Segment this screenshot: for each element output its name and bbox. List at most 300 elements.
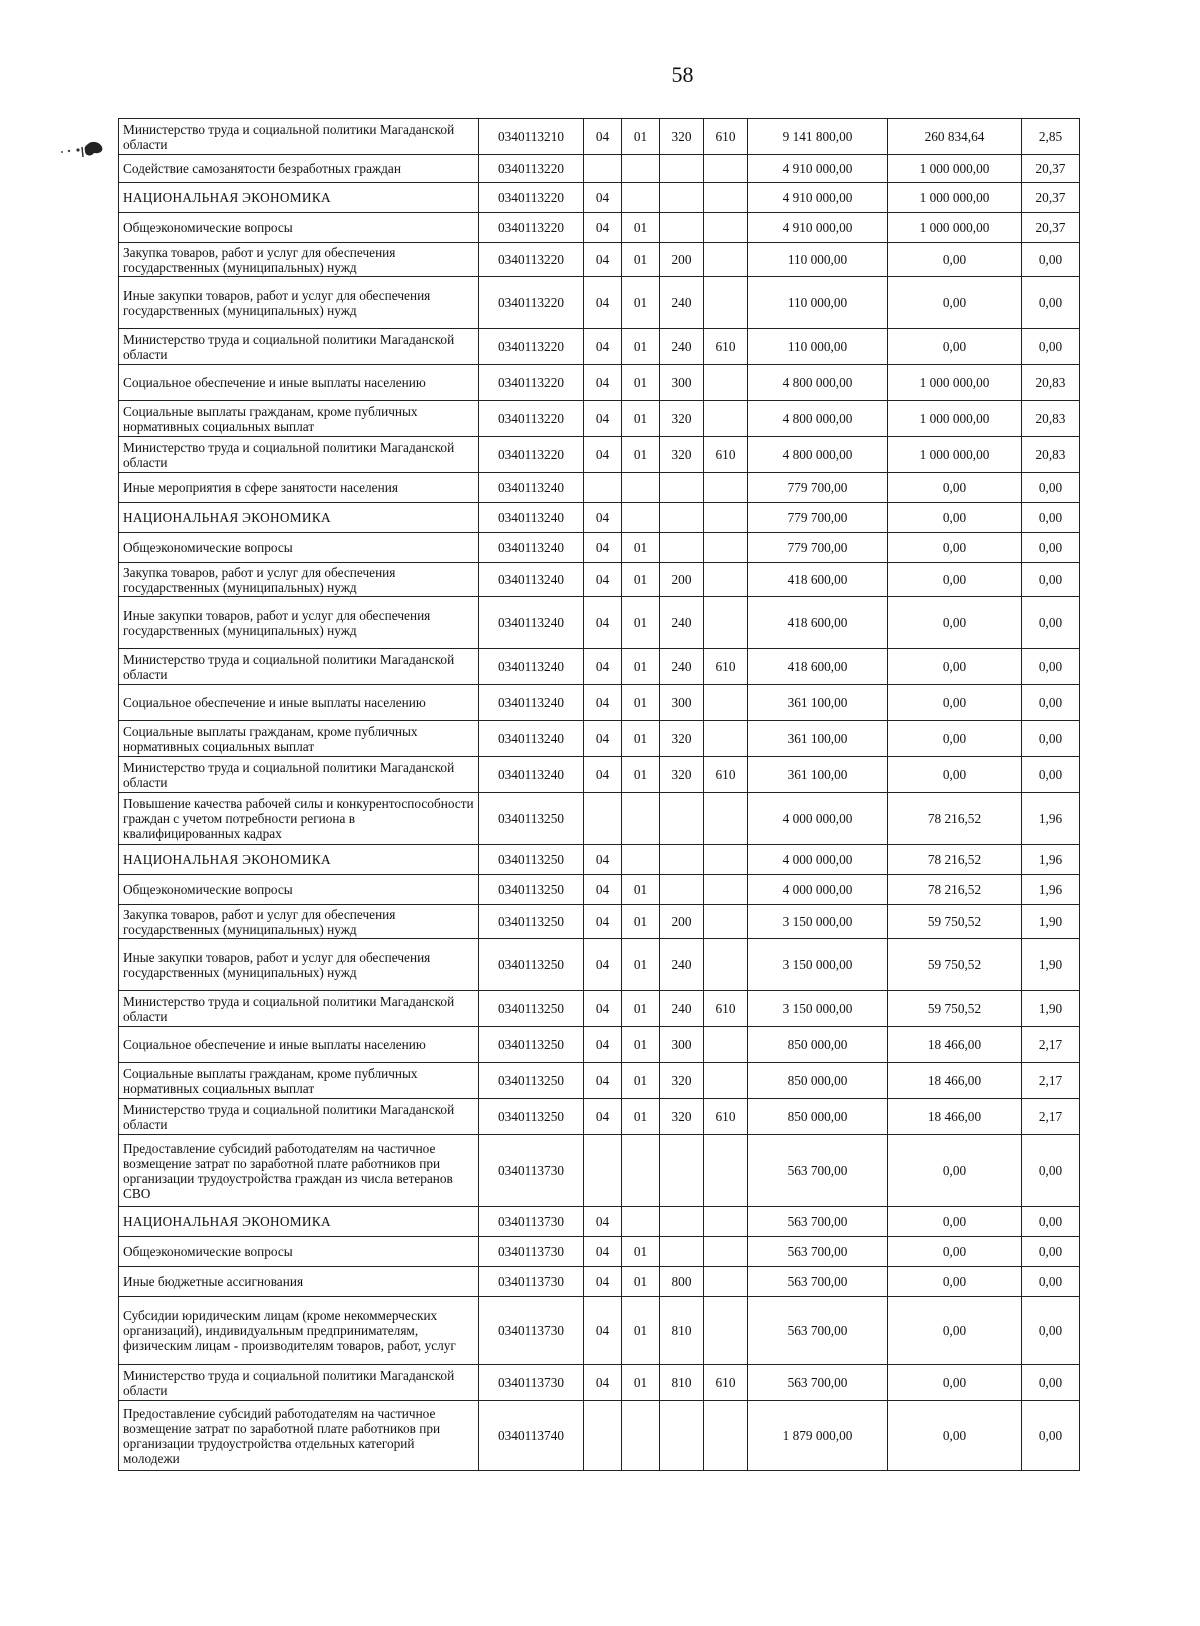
cell-expense-type [660, 793, 704, 845]
cell-section: 04 [584, 1027, 622, 1063]
cell-target-article: 0340113220 [479, 183, 584, 213]
cell-percent: 20,37 [1022, 183, 1080, 213]
table-row [119, 155, 1080, 183]
cell-name: Общеэкономические вопросы [119, 875, 479, 905]
cell-planned-amount: 4 000 000,00 [748, 875, 888, 905]
cell-planned-amount: 779 700,00 [748, 503, 888, 533]
cell-percent: 0,00 [1022, 563, 1080, 597]
table-row [119, 939, 1080, 991]
cell-planned-amount: 110 000,00 [748, 277, 888, 329]
cell-planned-amount: 4 000 000,00 [748, 845, 888, 875]
cell-subsection [622, 503, 660, 533]
cell-target-article: 0340113240 [479, 757, 584, 793]
cell-administrator [704, 793, 748, 845]
cell-subsection: 01 [622, 243, 660, 277]
cell-expense-type [660, 503, 704, 533]
cell-planned-amount: 418 600,00 [748, 597, 888, 649]
cell-section [584, 1401, 622, 1471]
cell-target-article: 0340113240 [479, 597, 584, 649]
cell-planned-amount: 779 700,00 [748, 533, 888, 563]
table-row [119, 685, 1080, 721]
cell-expense-type [660, 183, 704, 213]
cell-name: Министерство труда и социальной политики Магаданской области [119, 757, 479, 793]
cell-target-article: 0340113730 [479, 1237, 584, 1267]
cell-name: Министерство труда и социальной политики Магаданской области [119, 649, 479, 685]
table-row [119, 1237, 1080, 1267]
cell-expense-type: 200 [660, 563, 704, 597]
cell-executed-amount: 0,00 [888, 473, 1022, 503]
cell-subsection: 01 [622, 1099, 660, 1135]
cell-section: 04 [584, 1297, 622, 1365]
cell-planned-amount: 563 700,00 [748, 1207, 888, 1237]
cell-name: Субсидии юридическим лицам (кроме некоммерческих организаций), индивидуальным предпринимателям, физическим лицам - производителям товаров, работ, услуг [119, 1297, 479, 1365]
cell-subsection: 01 [622, 1027, 660, 1063]
cell-planned-amount: 110 000,00 [748, 243, 888, 277]
budget-table [118, 118, 1080, 1471]
cell-percent: 0,00 [1022, 503, 1080, 533]
cell-expense-type: 320 [660, 401, 704, 437]
cell-name: Социальные выплаты гражданам, кроме публичных нормативных социальных выплат [119, 1063, 479, 1099]
cell-administrator [704, 183, 748, 213]
cell-executed-amount: 18 466,00 [888, 1099, 1022, 1135]
cell-administrator [704, 939, 748, 991]
cell-name: Закупка товаров, работ и услуг для обеспечения государственных (муниципальных) нужд [119, 905, 479, 939]
cell-planned-amount: 3 150 000,00 [748, 939, 888, 991]
cell-section [584, 155, 622, 183]
cell-planned-amount: 4 000 000,00 [748, 793, 888, 845]
cell-executed-amount: 0,00 [888, 1365, 1022, 1401]
cell-name: Повышение качества рабочей силы и конкурентоспособности граждан с учетом потребности региона в квалифицированных кадрах [119, 793, 479, 845]
cell-section: 04 [584, 437, 622, 473]
cell-target-article: 0340113250 [479, 1099, 584, 1135]
cell-expense-type [660, 213, 704, 243]
cell-percent: 2,85 [1022, 119, 1080, 155]
cell-subsection: 01 [622, 119, 660, 155]
cell-subsection: 01 [622, 1297, 660, 1365]
cell-executed-amount: 78 216,52 [888, 845, 1022, 875]
cell-planned-amount: 850 000,00 [748, 1099, 888, 1135]
cell-executed-amount: 0,00 [888, 243, 1022, 277]
cell-executed-amount: 59 750,52 [888, 905, 1022, 939]
table-row [119, 905, 1080, 939]
cell-target-article: 0340113240 [479, 649, 584, 685]
cell-section: 04 [584, 563, 622, 597]
table-row [119, 845, 1080, 875]
cell-planned-amount: 3 150 000,00 [748, 905, 888, 939]
table-row [119, 437, 1080, 473]
cell-subsection: 01 [622, 533, 660, 563]
cell-expense-type: 320 [660, 757, 704, 793]
cell-administrator [704, 503, 748, 533]
cell-name: Закупка товаров, работ и услуг для обеспечения государственных (муниципальных) нужд [119, 563, 479, 597]
cell-section: 04 [584, 875, 622, 905]
cell-administrator: 610 [704, 1099, 748, 1135]
cell-expense-type: 320 [660, 437, 704, 473]
cell-target-article: 0340113730 [479, 1207, 584, 1237]
cell-section: 04 [584, 991, 622, 1027]
cell-percent: 0,00 [1022, 649, 1080, 685]
cell-planned-amount: 4 800 000,00 [748, 365, 888, 401]
cell-administrator [704, 473, 748, 503]
cell-expense-type: 240 [660, 597, 704, 649]
cell-target-article: 0340113250 [479, 845, 584, 875]
cell-section [584, 1135, 622, 1207]
cell-percent: 0,00 [1022, 329, 1080, 365]
cell-name: НАЦИОНАЛЬНАЯ ЭКОНОМИКА [119, 503, 479, 533]
cell-expense-type [660, 1135, 704, 1207]
cell-section: 04 [584, 649, 622, 685]
cell-administrator [704, 721, 748, 757]
cell-expense-type: 240 [660, 991, 704, 1027]
cell-executed-amount: 0,00 [888, 685, 1022, 721]
cell-section: 04 [584, 685, 622, 721]
table-row [119, 1207, 1080, 1237]
cell-section: 04 [584, 905, 622, 939]
cell-planned-amount: 563 700,00 [748, 1267, 888, 1297]
cell-name: НАЦИОНАЛЬНАЯ ЭКОНОМИКА [119, 845, 479, 875]
cell-percent: 0,00 [1022, 243, 1080, 277]
cell-planned-amount: 850 000,00 [748, 1027, 888, 1063]
cell-executed-amount: 0,00 [888, 649, 1022, 685]
cell-target-article: 0340113220 [479, 329, 584, 365]
table-row [119, 597, 1080, 649]
table-row [119, 119, 1080, 155]
cell-administrator [704, 597, 748, 649]
cell-subsection: 01 [622, 649, 660, 685]
cell-name: Министерство труда и социальной политики Магаданской области [119, 1365, 479, 1401]
table-row [119, 243, 1080, 277]
cell-name: Министерство труда и социальной политики Магаданской области [119, 329, 479, 365]
cell-expense-type [660, 875, 704, 905]
cell-administrator: 610 [704, 119, 748, 155]
cell-administrator [704, 401, 748, 437]
cell-executed-amount: 59 750,52 [888, 991, 1022, 1027]
cell-percent: 0,00 [1022, 1207, 1080, 1237]
cell-planned-amount: 4 910 000,00 [748, 155, 888, 183]
cell-name: Иные мероприятия в сфере занятости населения [119, 473, 479, 503]
table-row [119, 1267, 1080, 1297]
cell-percent: 0,00 [1022, 685, 1080, 721]
cell-subsection [622, 793, 660, 845]
cell-executed-amount: 18 466,00 [888, 1027, 1022, 1063]
cell-target-article: 0340113250 [479, 905, 584, 939]
cell-administrator [704, 875, 748, 905]
cell-name: Общеэкономические вопросы [119, 213, 479, 243]
cell-percent: 0,00 [1022, 1135, 1080, 1207]
cell-section: 04 [584, 243, 622, 277]
cell-target-article: 0340113730 [479, 1135, 584, 1207]
cell-percent: 0,00 [1022, 721, 1080, 757]
cell-expense-type: 320 [660, 1063, 704, 1099]
cell-executed-amount: 0,00 [888, 1401, 1022, 1471]
cell-expense-type: 240 [660, 939, 704, 991]
cell-subsection: 01 [622, 401, 660, 437]
cell-section: 04 [584, 1267, 622, 1297]
cell-administrator [704, 1027, 748, 1063]
cell-section: 04 [584, 1237, 622, 1267]
cell-expense-type: 200 [660, 243, 704, 277]
cell-percent: 0,00 [1022, 597, 1080, 649]
cell-name: Предоставление субсидий работодателям на частичное возмещение затрат по заработной плате работников при организации трудоустройства отдельных категорий молодежи [119, 1401, 479, 1471]
cell-percent: 0,00 [1022, 1365, 1080, 1401]
cell-subsection: 01 [622, 991, 660, 1027]
cell-percent: 1,90 [1022, 991, 1080, 1027]
cell-executed-amount: 0,00 [888, 1207, 1022, 1237]
cell-expense-type [660, 1237, 704, 1267]
cell-expense-type: 320 [660, 721, 704, 757]
table-row [119, 1063, 1080, 1099]
cell-percent: 2,17 [1022, 1099, 1080, 1135]
cell-name: Содействие самозанятости безработных граждан [119, 155, 479, 183]
cell-expense-type: 300 [660, 685, 704, 721]
table-row [119, 401, 1080, 437]
table-row [119, 1297, 1080, 1365]
cell-expense-type: 800 [660, 1267, 704, 1297]
cell-expense-type [660, 155, 704, 183]
cell-percent: 0,00 [1022, 1297, 1080, 1365]
cell-planned-amount: 779 700,00 [748, 473, 888, 503]
cell-target-article: 0340113730 [479, 1297, 584, 1365]
cell-executed-amount: 18 466,00 [888, 1063, 1022, 1099]
cell-percent: 20,83 [1022, 365, 1080, 401]
table-row [119, 793, 1080, 845]
cell-target-article: 0340113250 [479, 939, 584, 991]
table-row [119, 533, 1080, 563]
cell-target-article: 0340113240 [479, 563, 584, 597]
table-row [119, 183, 1080, 213]
cell-executed-amount: 0,00 [888, 721, 1022, 757]
cell-target-article: 0340113730 [479, 1365, 584, 1401]
cell-name: Общеэкономические вопросы [119, 1237, 479, 1267]
cell-target-article: 0340113740 [479, 1401, 584, 1471]
cell-percent: 20,37 [1022, 155, 1080, 183]
cell-executed-amount: 0,00 [888, 1135, 1022, 1207]
cell-section: 04 [584, 365, 622, 401]
cell-subsection: 01 [622, 329, 660, 365]
cell-name: Министерство труда и социальной политики Магаданской области [119, 119, 479, 155]
cell-executed-amount: 1 000 000,00 [888, 213, 1022, 243]
cell-subsection: 01 [622, 365, 660, 401]
cell-subsection: 01 [622, 875, 660, 905]
cell-section [584, 793, 622, 845]
cell-administrator [704, 243, 748, 277]
table-row [119, 213, 1080, 243]
cell-executed-amount: 1 000 000,00 [888, 155, 1022, 183]
cell-percent: 1,96 [1022, 875, 1080, 905]
cell-target-article: 0340113250 [479, 1027, 584, 1063]
cell-administrator [704, 155, 748, 183]
cell-executed-amount: 59 750,52 [888, 939, 1022, 991]
cell-administrator [704, 213, 748, 243]
cell-subsection: 01 [622, 757, 660, 793]
cell-planned-amount: 3 150 000,00 [748, 991, 888, 1027]
cell-subsection [622, 473, 660, 503]
cell-administrator [704, 277, 748, 329]
cell-target-article: 0340113250 [479, 991, 584, 1027]
cell-percent: 1,90 [1022, 905, 1080, 939]
table-row [119, 991, 1080, 1027]
cell-section: 04 [584, 329, 622, 365]
cell-section: 04 [584, 1207, 622, 1237]
cell-subsection: 01 [622, 277, 660, 329]
cell-subsection: 01 [622, 1063, 660, 1099]
cell-subsection [622, 1135, 660, 1207]
cell-planned-amount: 4 910 000,00 [748, 213, 888, 243]
cell-subsection: 01 [622, 905, 660, 939]
ink-blot-mark [58, 138, 108, 168]
cell-subsection: 01 [622, 563, 660, 597]
cell-percent: 20,83 [1022, 401, 1080, 437]
cell-executed-amount: 0,00 [888, 277, 1022, 329]
cell-subsection [622, 183, 660, 213]
cell-percent: 20,83 [1022, 437, 1080, 473]
table-row [119, 1099, 1080, 1135]
table-row [119, 757, 1080, 793]
cell-executed-amount: 0,00 [888, 329, 1022, 365]
cell-percent: 2,17 [1022, 1027, 1080, 1063]
cell-name: Социальное обеспечение и иные выплаты населению [119, 685, 479, 721]
cell-administrator: 610 [704, 757, 748, 793]
cell-section: 04 [584, 277, 622, 329]
cell-subsection: 01 [622, 1267, 660, 1297]
cell-target-article: 0340113240 [479, 503, 584, 533]
cell-subsection: 01 [622, 597, 660, 649]
cell-subsection [622, 1401, 660, 1471]
cell-planned-amount: 361 100,00 [748, 721, 888, 757]
cell-section: 04 [584, 845, 622, 875]
cell-administrator: 610 [704, 329, 748, 365]
cell-section: 04 [584, 939, 622, 991]
cell-section: 04 [584, 119, 622, 155]
cell-target-article: 0340113220 [479, 277, 584, 329]
cell-administrator [704, 845, 748, 875]
cell-percent: 0,00 [1022, 473, 1080, 503]
cell-planned-amount: 1 879 000,00 [748, 1401, 888, 1471]
cell-planned-amount: 361 100,00 [748, 757, 888, 793]
cell-subsection: 01 [622, 685, 660, 721]
cell-subsection: 01 [622, 437, 660, 473]
cell-name: Социальные выплаты гражданам, кроме публичных нормативных социальных выплат [119, 721, 479, 757]
cell-subsection: 01 [622, 1237, 660, 1267]
cell-section: 04 [584, 597, 622, 649]
cell-administrator [704, 533, 748, 563]
cell-name: Социальные выплаты гражданам, кроме публичных нормативных социальных выплат [119, 401, 479, 437]
cell-expense-type: 200 [660, 905, 704, 939]
cell-planned-amount: 9 141 800,00 [748, 119, 888, 155]
cell-subsection [622, 155, 660, 183]
cell-section: 04 [584, 1099, 622, 1135]
table-row [119, 1027, 1080, 1063]
cell-executed-amount: 0,00 [888, 1237, 1022, 1267]
cell-section: 04 [584, 183, 622, 213]
cell-expense-type: 300 [660, 365, 704, 401]
cell-target-article: 0340113220 [479, 437, 584, 473]
cell-expense-type: 240 [660, 277, 704, 329]
cell-executed-amount: 1 000 000,00 [888, 183, 1022, 213]
cell-name: Социальное обеспечение и иные выплаты населению [119, 365, 479, 401]
cell-target-article: 0340113220 [479, 213, 584, 243]
cell-executed-amount: 0,00 [888, 1267, 1022, 1297]
cell-executed-amount: 78 216,52 [888, 793, 1022, 845]
cell-percent: 1,96 [1022, 845, 1080, 875]
table-row [119, 721, 1080, 757]
table-row [119, 365, 1080, 401]
cell-expense-type [660, 1207, 704, 1237]
cell-administrator [704, 1237, 748, 1267]
cell-administrator: 610 [704, 649, 748, 685]
cell-name: Иные закупки товаров, работ и услуг для обеспечения государственных (муниципальных) нужд [119, 277, 479, 329]
cell-subsection [622, 845, 660, 875]
cell-executed-amount: 1 000 000,00 [888, 437, 1022, 473]
cell-percent: 20,37 [1022, 213, 1080, 243]
cell-administrator [704, 1401, 748, 1471]
cell-expense-type [660, 845, 704, 875]
cell-expense-type: 240 [660, 649, 704, 685]
cell-section: 04 [584, 1365, 622, 1401]
cell-name: Общеэкономические вопросы [119, 533, 479, 563]
cell-name: НАЦИОНАЛЬНАЯ ЭКОНОМИКА [119, 1207, 479, 1237]
cell-target-article: 0340113240 [479, 685, 584, 721]
cell-planned-amount: 563 700,00 [748, 1237, 888, 1267]
cell-subsection: 01 [622, 1365, 660, 1401]
cell-percent: 0,00 [1022, 1237, 1080, 1267]
table-row [119, 563, 1080, 597]
cell-planned-amount: 418 600,00 [748, 649, 888, 685]
cell-expense-type: 300 [660, 1027, 704, 1063]
page-number: 58 [671, 62, 694, 87]
cell-administrator [704, 685, 748, 721]
cell-target-article: 0340113250 [479, 793, 584, 845]
cell-percent: 0,00 [1022, 277, 1080, 329]
cell-expense-type [660, 533, 704, 563]
cell-planned-amount: 850 000,00 [748, 1063, 888, 1099]
cell-percent: 0,00 [1022, 1401, 1080, 1471]
cell-planned-amount: 110 000,00 [748, 329, 888, 365]
cell-administrator [704, 1297, 748, 1365]
cell-executed-amount: 0,00 [888, 563, 1022, 597]
cell-executed-amount: 1 000 000,00 [888, 401, 1022, 437]
cell-administrator: 610 [704, 1365, 748, 1401]
cell-percent: 0,00 [1022, 757, 1080, 793]
cell-planned-amount: 4 800 000,00 [748, 401, 888, 437]
cell-percent: 1,90 [1022, 939, 1080, 991]
cell-executed-amount: 1 000 000,00 [888, 365, 1022, 401]
cell-name: Министерство труда и социальной политики Магаданской области [119, 1099, 479, 1135]
cell-section: 04 [584, 721, 622, 757]
cell-administrator [704, 1063, 748, 1099]
cell-target-article: 0340113730 [479, 1267, 584, 1297]
cell-section: 04 [584, 401, 622, 437]
cell-executed-amount: 0,00 [888, 757, 1022, 793]
cell-target-article: 0340113240 [479, 533, 584, 563]
cell-executed-amount: 0,00 [888, 1297, 1022, 1365]
cell-planned-amount: 4 800 000,00 [748, 437, 888, 473]
cell-expense-type: 810 [660, 1297, 704, 1365]
cell-expense-type [660, 473, 704, 503]
cell-section: 04 [584, 757, 622, 793]
cell-administrator [704, 1135, 748, 1207]
cell-percent: 0,00 [1022, 533, 1080, 563]
cell-target-article: 0340113240 [479, 473, 584, 503]
cell-target-article: 0340113220 [479, 243, 584, 277]
cell-planned-amount: 361 100,00 [748, 685, 888, 721]
cell-executed-amount: 260 834,64 [888, 119, 1022, 155]
cell-section: 04 [584, 213, 622, 243]
cell-planned-amount: 418 600,00 [748, 563, 888, 597]
table-row [119, 473, 1080, 503]
cell-section: 04 [584, 503, 622, 533]
cell-name: Иные бюджетные ассигнования [119, 1267, 479, 1297]
